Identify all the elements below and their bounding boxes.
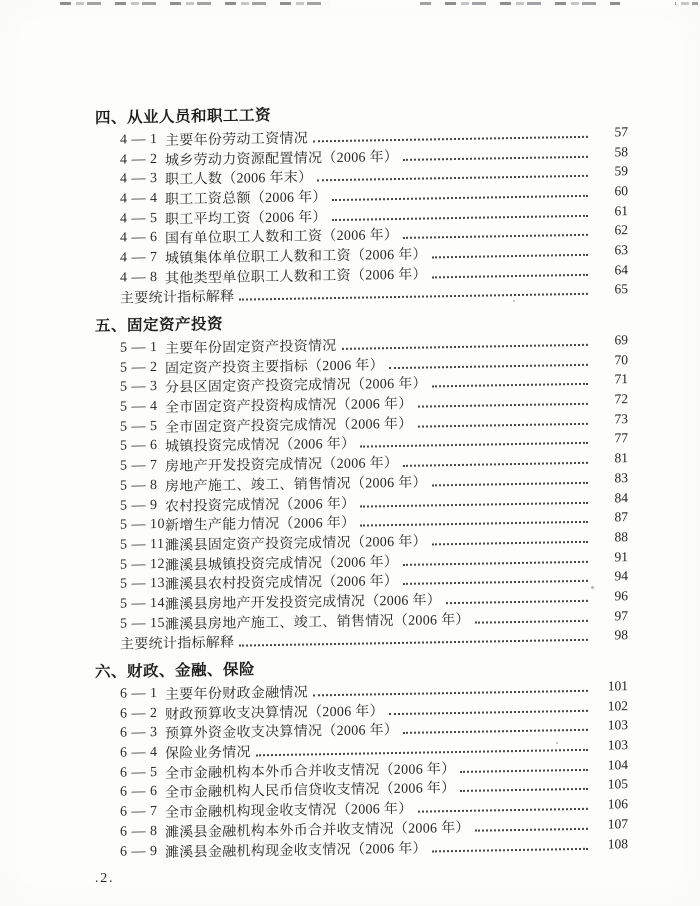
entry-page: 60 [614, 183, 628, 199]
dot-leader [432, 383, 588, 388]
entry-title: 全市金融机构本外币合并收支情况（2006 年） [165, 761, 456, 782]
entry-title: 全市金融机构现金收支情况（2006 年） [165, 801, 413, 821]
entry-title: 主要统计指标解释 [120, 290, 235, 307]
dot-leader [360, 442, 588, 448]
entry-page: 91 [614, 548, 628, 564]
entry-number: 5 — 6 [120, 438, 158, 455]
entry-title: 濉溪县金融机构本外币合并收支情况（2006 年） [165, 820, 470, 841]
entry-title: 主要年份财政金融情况 [165, 685, 308, 703]
entry-number: 5 — 1 [120, 339, 158, 356]
dot-leader [239, 293, 588, 301]
entry-page: 62 [614, 222, 628, 238]
entry-number: 5 — 8 [120, 477, 158, 494]
entry-page: 104 [607, 756, 628, 773]
entry-number: 6 — 2 [120, 705, 158, 722]
entry-title: 城乡劳动力资源配置情况（2006 年） [165, 149, 399, 169]
dot-leader [403, 234, 588, 239]
entry-title: 濉溪县固定资产投资完成情况（2006 年） [165, 534, 427, 554]
entry-title: 房地产施工、竣工、销售情况（2006 年） [165, 475, 427, 495]
entry-title: 其他类型单位职工人数和工资（2006 年） [165, 267, 427, 287]
entry-page: 87 [614, 509, 628, 525]
section-heading: 五、固定资产投资 [95, 316, 224, 336]
entry-page: 102 [607, 697, 628, 714]
dot-leader [403, 155, 588, 160]
dot-leader [389, 710, 588, 715]
entry-page: 58 [614, 143, 628, 159]
entry-page: 84 [614, 489, 628, 505]
entry-title: 濉溪县房地产开发投资完成情况（2006 年） [165, 593, 442, 613]
entry-page: 103 [607, 737, 628, 753]
dot-leader [403, 729, 588, 734]
dot-leader [332, 195, 588, 201]
toc-section [95, 309, 628, 654]
scan-artifact-gap [620, 0, 675, 8]
scan-speck [513, 300, 515, 302]
entry-title: 国有单位职工人数和工资（2006 年） [165, 228, 399, 248]
entry-number: 5 — 10 [120, 517, 165, 533]
entry-title: 保险业务情况 [165, 745, 251, 762]
entry-number: 4 — 3 [120, 171, 158, 187]
entry-page: 73 [614, 410, 628, 427]
entry-number: 5 — 4 [120, 399, 158, 415]
entry-title: 全市金融机构人民币信贷收支情况（2006 年） [165, 781, 456, 802]
entry-title: 财政预算收支决算情况（2006 年） [165, 703, 384, 723]
entry-page: 106 [607, 796, 628, 812]
entry-page: 72 [614, 391, 628, 407]
entry-page: 81 [614, 450, 628, 466]
entry-page: 63 [614, 242, 628, 258]
entry-number: 5 — 14 [120, 595, 165, 612]
toc-section [95, 655, 628, 862]
entry-number: 6 — 3 [120, 725, 158, 741]
table-of-contents [95, 101, 628, 862]
dot-leader [313, 136, 588, 143]
entry-title: 濉溪县农村投资完成情况（2006 年） [165, 574, 399, 594]
entry-number: 5 — 7 [120, 458, 158, 474]
dot-leader [432, 482, 588, 487]
entry-page: 65 [614, 281, 628, 297]
entry-number: 4 — 8 [120, 269, 158, 286]
dot-leader [418, 423, 589, 428]
dot-leader [475, 619, 588, 623]
page-number: .2. [95, 870, 115, 885]
dot-leader [317, 175, 588, 181]
entry-number: 5 — 15 [120, 615, 165, 632]
entry-page: 101 [607, 678, 628, 694]
entry-title: 分县区固定资产投资完成情况（2006 年） [165, 376, 427, 397]
entry-number: 6 — 5 [120, 764, 158, 781]
section-heading: 六、财政、金融、保险 [95, 661, 256, 682]
entry-title: 固定资产投资主要指标（2006 年） [165, 357, 384, 377]
dot-leader [432, 847, 588, 852]
entry-title: 农村投资完成情况（2006 年） [165, 496, 356, 515]
entry-page: 105 [607, 776, 628, 792]
entry-number: 6 — 7 [120, 804, 158, 820]
scan-speck [556, 742, 558, 744]
entry-number: 6 — 8 [120, 823, 158, 840]
entry-number: 5 — 9 [120, 497, 158, 514]
dot-leader [332, 214, 588, 220]
entry-title: 濉溪县城镇投资完成情况（2006 年） [165, 554, 399, 574]
entry-title: 职工人数（2006 年末） [165, 170, 313, 189]
dot-leader [418, 403, 589, 408]
dot-leader [432, 254, 588, 259]
scan-speck [591, 586, 594, 589]
section-entries [95, 122, 628, 308]
entry-number: 6 — 9 [120, 843, 158, 860]
entry-page: 94 [614, 568, 628, 584]
entry-page: 83 [614, 470, 628, 486]
entry-title: 职工工资总额（2006 年） [165, 190, 327, 208]
dot-leader [256, 749, 588, 757]
entry-page: 103 [607, 717, 628, 733]
entry-title: 城镇集体单位职工人数和工资（2006 年） [165, 247, 427, 267]
dot-leader [239, 639, 588, 647]
entry-page: 98 [614, 627, 628, 643]
entry-number: 4 — 7 [120, 249, 158, 266]
entry-title: 房地产开发投资完成情况（2006 年） [165, 456, 399, 475]
entry-number: 5 — 13 [120, 576, 165, 592]
entry-page: 59 [614, 163, 628, 179]
entry-page: 77 [614, 430, 628, 446]
section-entries [95, 676, 628, 862]
entry-title: 城镇投资完成情况（2006 年） [165, 437, 356, 456]
entry-number: 4 — 5 [120, 210, 158, 227]
entry-number: 5 — 11 [120, 536, 165, 553]
dot-leader [342, 344, 588, 350]
section-heading: 四、从业人员和职工工资 [95, 107, 272, 127]
dot-leader [389, 364, 588, 369]
entry-page: 69 [614, 332, 628, 348]
dot-leader [460, 788, 588, 792]
entry-page: 96 [614, 588, 628, 604]
entry-page: 70 [614, 351, 628, 368]
dot-leader [418, 808, 589, 813]
entry-title: 预算外资金收支决算情况（2006 年） [165, 723, 399, 743]
entry-page: 88 [614, 529, 628, 545]
entry-page: 71 [614, 371, 628, 387]
entry-title: 濉溪县金融机构现金收支情况（2006 年） [165, 841, 427, 861]
entry-title: 主要年份固定资产投资情况 [165, 339, 337, 357]
dot-leader [360, 521, 588, 527]
entry-number: 6 — 6 [120, 784, 158, 801]
entry-title: 主要年份劳动工资情况 [165, 131, 308, 149]
dot-leader [475, 828, 588, 832]
dot-leader [360, 501, 588, 507]
entry-number: 4 — 4 [120, 190, 158, 207]
entry-number: 4 — 2 [120, 151, 158, 168]
dot-leader [446, 600, 588, 604]
entry-number: 4 — 1 [120, 131, 158, 148]
scan-artifact-gap [330, 0, 420, 8]
entry-number: 4 — 6 [120, 230, 158, 246]
entry-number: 5 — 2 [120, 359, 158, 376]
entry-title: 全市固定资产投资构成情况（2006 年） [165, 396, 413, 416]
dot-leader [432, 273, 588, 278]
entry-number: 5 — 12 [120, 556, 165, 573]
dot-leader [460, 769, 588, 773]
dot-leader [403, 462, 588, 467]
toc-section [95, 101, 628, 308]
entry-page: 97 [614, 607, 628, 624]
entry-title: 主要统计指标解释 [120, 636, 235, 653]
dot-leader [403, 560, 588, 565]
entry-number: 6 — 4 [120, 745, 158, 761]
entry-page: 107 [607, 816, 628, 832]
dot-leader [403, 580, 588, 585]
entry-title: 濉溪县房地产施工、竣工、销售情况（2006 年） [165, 612, 470, 633]
entry-title: 职工平均工资（2006 年） [165, 209, 327, 228]
entry-number: 5 — 3 [120, 379, 158, 395]
entry-number: 5 — 5 [120, 418, 158, 435]
entry-page: 61 [614, 202, 628, 218]
entry-title: 全市固定资产投资完成情况（2006 年） [165, 416, 413, 436]
entry-number: 6 — 1 [120, 685, 158, 702]
dot-leader [432, 541, 588, 546]
entry-title: 新增生产能力情况（2006 年） [165, 515, 356, 535]
section-entries [95, 330, 628, 654]
entry-page: 57 [614, 124, 628, 140]
entry-page: 64 [614, 261, 628, 278]
entry-page: 108 [607, 835, 628, 852]
dot-leader [313, 690, 588, 697]
